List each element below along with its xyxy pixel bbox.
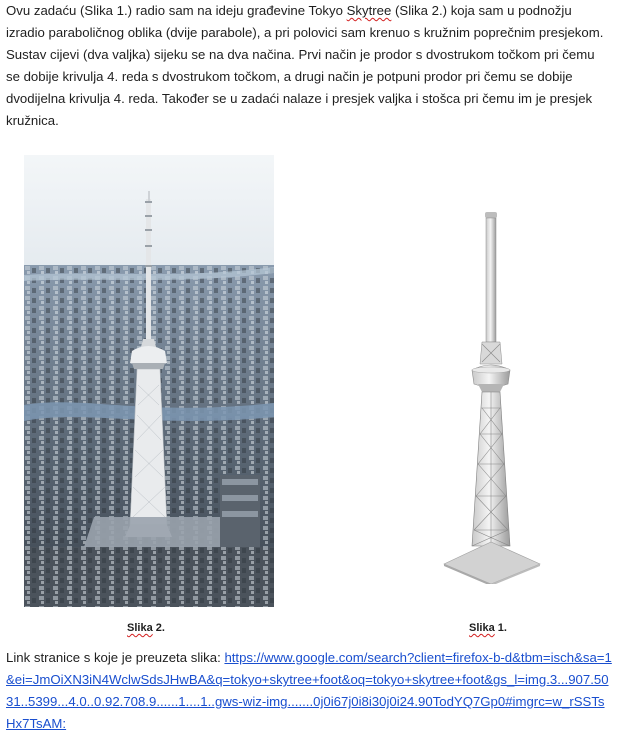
source-link[interactable]: https://www.google.com/search?client=firefox-b-d&tbm=isch&sa=1&ei=JmOiXN3iN4WclwSdsJHwBA&q=tokyo+skytree+foot&oq=tokyo+skytree+foot&gs_l=img.3...907.5031..5399...4.0..0.92.708.9......1....1..gws-wiz-img.......0j0i67j0i8i30j0i24.90TodYQ7Gp0#imgrc=w_rSSTsHx7TsAM: xyxy=(6,650,612,731)
render-caption xyxy=(458,622,518,634)
source-label: Link stranice s koje je preuzeta slika: xyxy=(6,650,225,665)
source-paragraph xyxy=(6,647,612,735)
paragraph-text-2: (Slika 2.) koja sam u podnožju izradio paraboličnog oblika (dvije parabole), a pri polovici sam krenuo s kružnim poprečnim presjekom. Sustav cijevi (dva valjka) sijeku se na dva načina. Prvi način je prodor s dvostrukom točkom pri čemu se dobije krivulja 4. reda s dvostrukom točkom, a drugi način je potpuni prodor pri čemu se dobije dvodijelna krivulja 4. reda. Također se u zadaći nalaze i presjek valjka i stošca pri čemu im je presjek kružnica. xyxy=(6,3,604,128)
body-paragraph xyxy=(6,0,612,132)
skytree-cad-render xyxy=(436,212,546,584)
caption-word: Slika xyxy=(469,622,495,634)
caption-number: 1. xyxy=(494,622,507,634)
caption-word: Slika xyxy=(127,622,153,634)
spellcheck-word: Skytree xyxy=(346,3,392,18)
paragraph-text-1: Ovu zadaću (Slika 1.) radio sam na ideju građevine Tokyo xyxy=(6,3,347,18)
photo-caption xyxy=(116,622,176,634)
skytree-photo xyxy=(24,155,274,607)
caption-number: 2. xyxy=(152,622,165,634)
